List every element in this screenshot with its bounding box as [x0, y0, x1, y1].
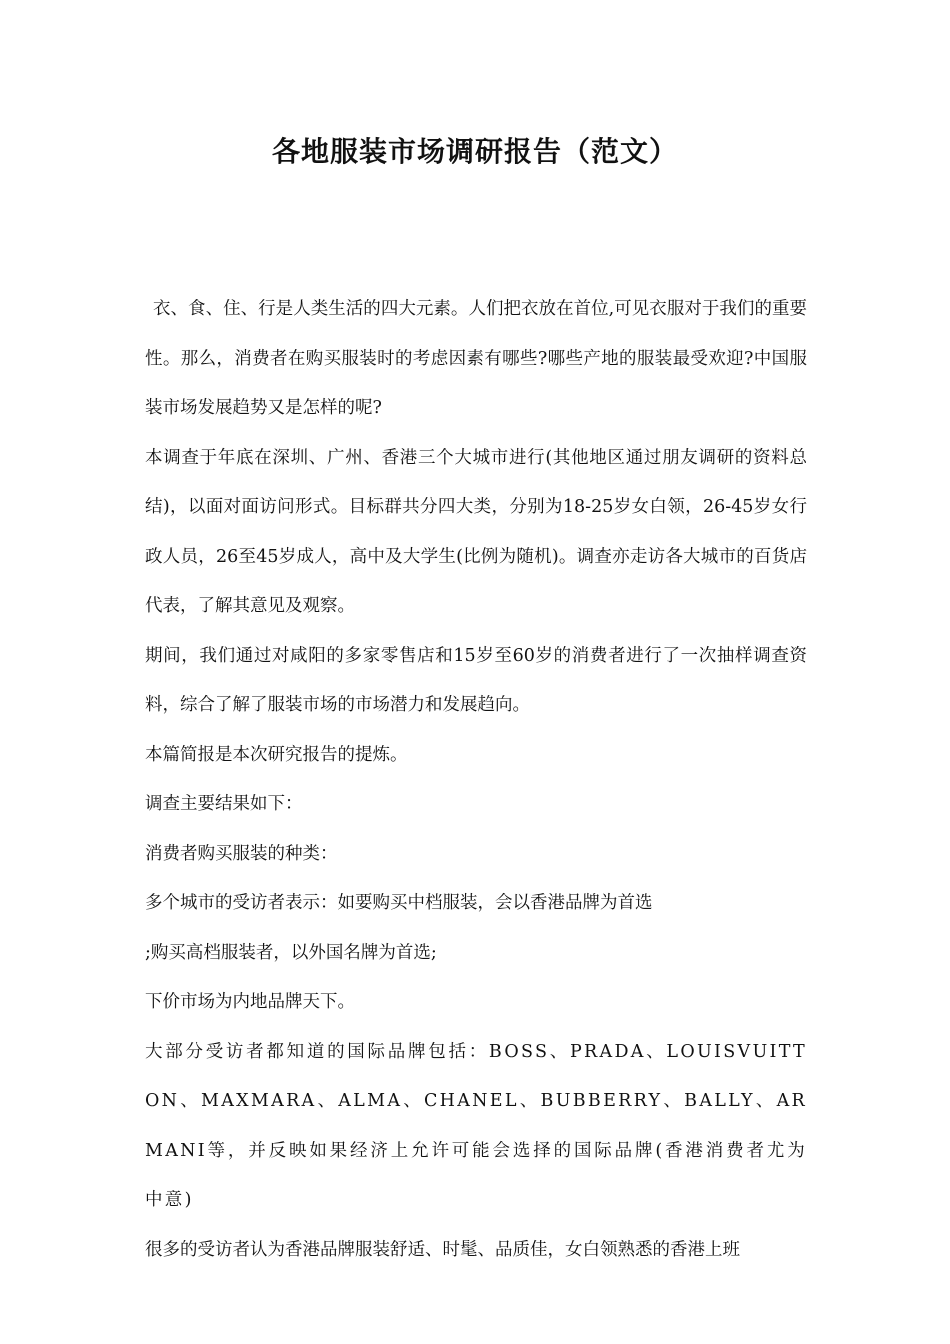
paragraph-results-heading: 调查主要结果如下：	[145, 794, 303, 814]
paragraph-high-end: ;购买高档服装者，以外国名牌为首选;	[145, 942, 437, 963]
paragraph-brands: 大部分受访者都知道的国际品牌包括：BOSS、PRADA、LOUISVUITTON、MAXMARA、ALMA、CHANEL、BUBBERRY、BALLY、ARMANI等，并反映如果经济上允许可能会选择的国际品牌(香港消费者尤为中意)	[145, 1041, 807, 1210]
paragraph-mid-range: 多个城市的受访者表示：如要购买中档服装，会以香港品牌为首选	[145, 893, 653, 913]
paragraph-clothing-types: 消费者购买服装的种类：	[145, 843, 338, 864]
document-body	[145, 285, 807, 1275]
paragraph-summary-note: 本篇简报是本次研究报告的提炼。	[145, 744, 408, 765]
paragraph-survey-scope: 本调查于年底在深圳、广州、香港三个大城市进行(其他地区通过朋友调研的资料总结)，以面对面访问形式。目标群共分四大类，分别为18-25岁女白领，26-45岁女行政人员，26至45岁成人，高中及大学生(比例为随机)。调查亦走访各大城市的百货店代表，了解其意见及观察。	[145, 447, 807, 616]
paragraph-low-end: 下价市场为内地品牌天下。	[145, 992, 355, 1012]
paragraph-sampling: 期间，我们通过对咸阳的多家零售店和15岁至60岁的消费者进行了一次抽样调查资料，综合了解了服装市场的市场潜力和发展趋向。	[145, 645, 807, 715]
paragraph-hk-brands: 很多的受访者认为香港品牌服装舒适、时髦、品质佳，女白领熟悉的香港上班	[145, 1239, 740, 1260]
paragraph-intro: 衣、食、住、行是人类生活的四大元素。人们把衣放在首位,可见衣服对于我们的重要性。那么，消费者在购买服装时的考虑因素有哪些?哪些产地的服装最受欢迎?中国服装市场发展趋势又是怎样的呢?	[145, 299, 807, 418]
document-title: 各地服装市场调研报告（范文）	[271, 135, 678, 168]
